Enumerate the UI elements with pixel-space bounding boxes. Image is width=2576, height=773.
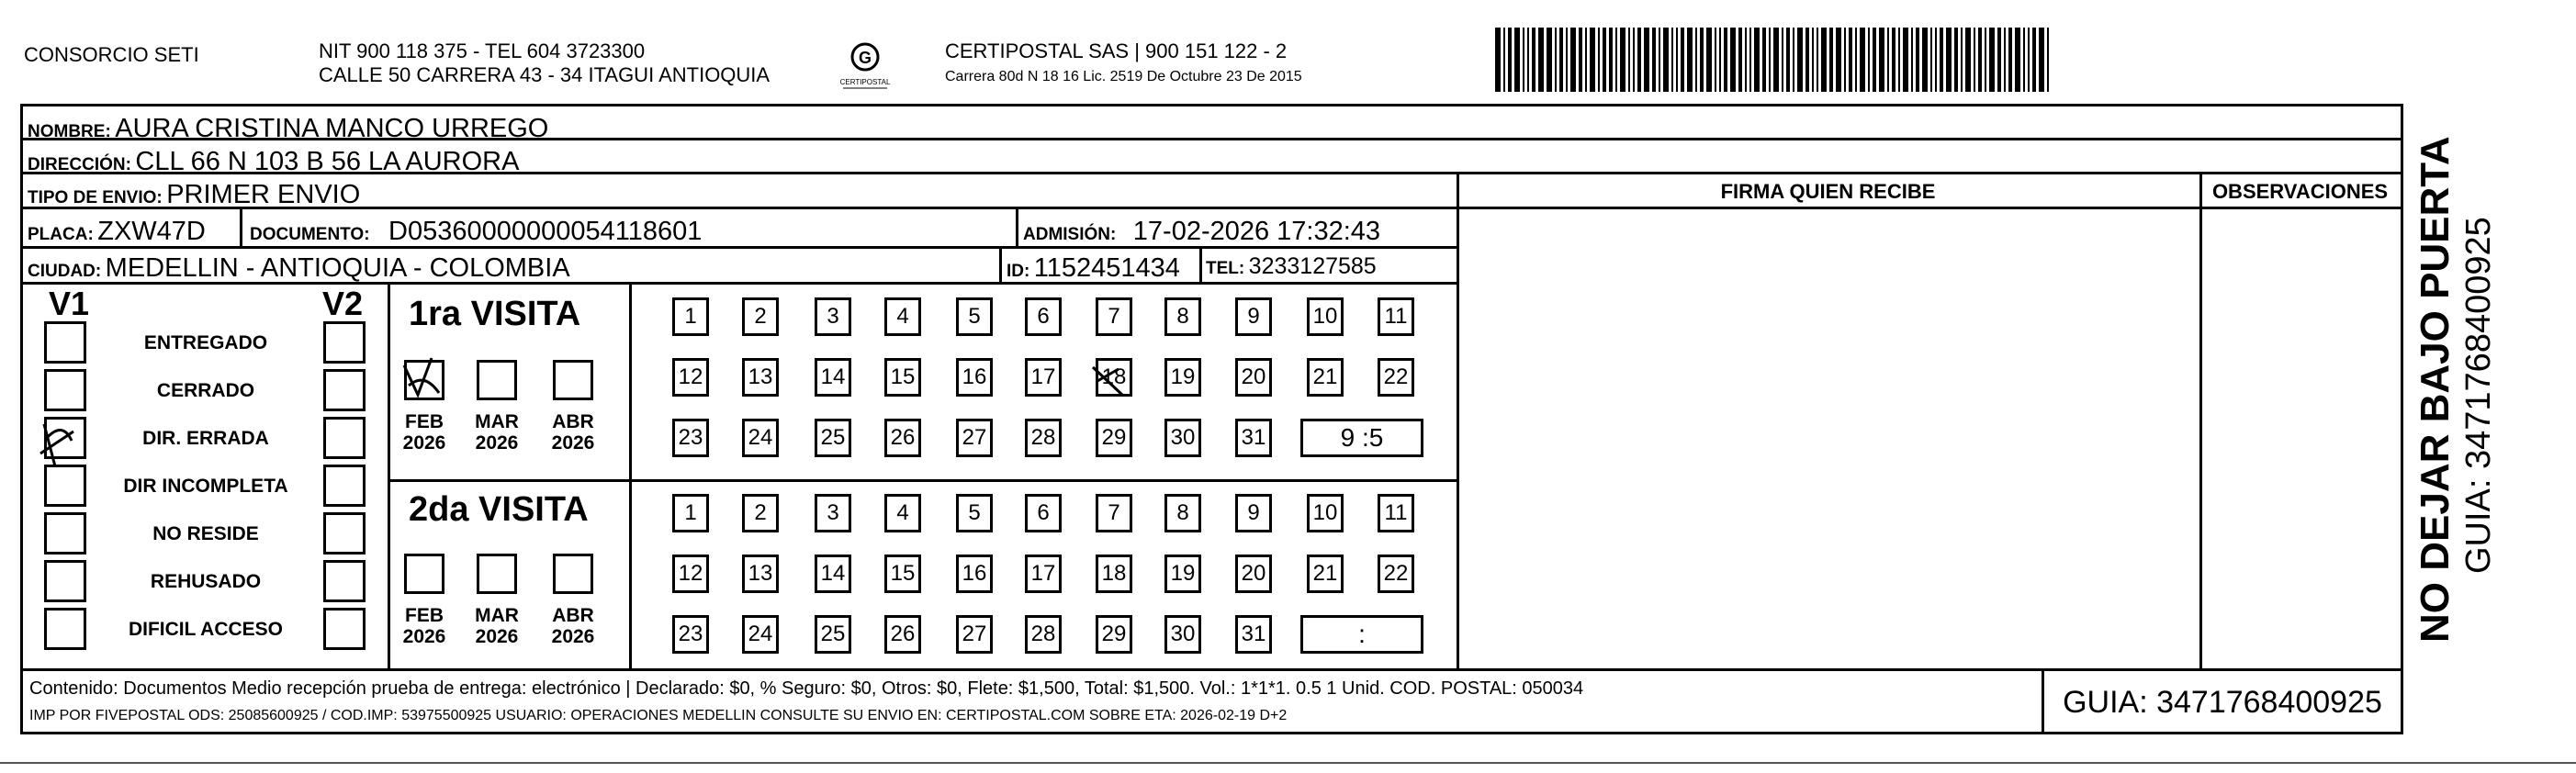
day-box[interactable]: 10 xyxy=(1307,297,1344,336)
side-warning: NO DEJAR BAJO PUERTA xyxy=(2413,136,2458,643)
month-name: ABR xyxy=(552,605,594,626)
day-box[interactable]: 31 xyxy=(1235,419,1272,457)
day-box[interactable]: 6 xyxy=(1025,297,1062,336)
day-box[interactable]: 22 xyxy=(1378,358,1414,397)
month-name: MAR xyxy=(475,411,519,432)
side-guia: GUIA: 3471768400925 xyxy=(2459,217,2498,574)
day-box[interactable]: 17 xyxy=(1025,555,1062,593)
tipo-envio-label: TIPO DE ENVIO: xyxy=(28,188,163,207)
day-box[interactable]: 21 xyxy=(1307,358,1344,397)
tel-label: TEL: xyxy=(1206,259,1245,278)
day-box[interactable]: 28 xyxy=(1025,419,1062,457)
status-label: REHUSADO xyxy=(150,571,262,592)
tel-value: 3233127585 xyxy=(1248,253,1377,279)
day-box[interactable]: 17 xyxy=(1025,358,1062,397)
status-label: CERRADO xyxy=(156,380,255,401)
day-box[interactable]: 13 xyxy=(742,555,779,593)
placa-value: ZXW47D xyxy=(97,217,206,246)
day-box[interactable]: 2 xyxy=(742,494,779,532)
day-box[interactable]: 24 xyxy=(742,419,779,457)
day-box[interactable]: 29 xyxy=(1096,419,1132,457)
nombre-value: AURA CRISTINA MANCO URREGO xyxy=(115,114,549,143)
day-box[interactable]: 4 xyxy=(884,297,921,336)
day-box[interactable]: 4 xyxy=(884,494,921,532)
day-box[interactable]: 26 xyxy=(884,615,921,654)
admision-value: 17-02-2026 17:32:43 xyxy=(1132,217,1381,246)
contenido-line: Contenido: Documentos Medio recepción prueba de entrega: electrónico | Declarado: $0, % Seguro: $0, Otros: $0, Flete: $1,500, Total: $1,500. Vol.: 1*1*1. 0.5 1 Unid. COD. POSTAL: 050034 xyxy=(29,678,1584,699)
status-label: NO RESIDE xyxy=(152,523,259,544)
day-box[interactable]: 21 xyxy=(1307,555,1344,593)
day-box[interactable]: 19 xyxy=(1164,358,1201,397)
company-name: CONSORCIO SETI xyxy=(24,43,199,66)
day-box[interactable]: 18 xyxy=(1096,555,1132,593)
month-year: 2026 xyxy=(402,626,446,648)
status-label: ENTREGADO xyxy=(143,332,268,353)
svg-text:G: G xyxy=(858,49,872,67)
day-box[interactable]: 10 xyxy=(1307,494,1344,532)
day-box[interactable]: 11 xyxy=(1378,297,1414,336)
month-year: 2026 xyxy=(475,626,519,648)
day-box[interactable]: 24 xyxy=(742,615,779,654)
time-box[interactable]: : xyxy=(1300,615,1423,654)
day-box[interactable]: 2 xyxy=(742,297,779,336)
day-box[interactable]: 11 xyxy=(1378,494,1414,532)
day-box[interactable]: 14 xyxy=(815,555,851,593)
ciudad-label: CIUDAD: xyxy=(28,262,102,281)
day-box[interactable]: 12 xyxy=(672,555,709,593)
id-value: 1152451434 xyxy=(1033,253,1180,283)
day-box[interactable]: 12 xyxy=(672,358,709,397)
day-box[interactable]: 30 xyxy=(1164,615,1201,654)
day-box[interactable]: 27 xyxy=(956,419,993,457)
day-box[interactable]: 23 xyxy=(672,615,709,654)
first-visit-title: 1ra VISITA xyxy=(409,295,581,333)
month-name: MAR xyxy=(475,605,519,626)
day-box[interactable]: 23 xyxy=(672,419,709,457)
day-box[interactable]: 7 xyxy=(1096,297,1132,336)
status-label: DIR. ERRADA xyxy=(142,428,269,449)
day-box[interactable]: 19 xyxy=(1164,555,1201,593)
day-box[interactable]: 8 xyxy=(1164,297,1201,336)
day-box[interactable]: 31 xyxy=(1235,615,1272,654)
month-year: 2026 xyxy=(475,432,519,454)
day-box[interactable]: 20 xyxy=(1235,358,1272,397)
day-box[interactable]: 8 xyxy=(1164,494,1201,532)
day-box[interactable]: 22 xyxy=(1378,555,1414,593)
day-box[interactable]: 28 xyxy=(1025,615,1062,654)
direccion-value: CLL 66 N 103 B 56 LA AURORA xyxy=(135,147,520,176)
day-box[interactable]: 3 xyxy=(815,297,851,336)
direccion-label: DIRECCIÓN: xyxy=(28,155,131,174)
day-box[interactable]: 9 xyxy=(1235,297,1272,336)
status-label: DIR INCOMPLETA xyxy=(123,476,288,497)
day-box[interactable]: 25 xyxy=(815,615,851,654)
documento-value: D05360000000054118601 xyxy=(388,217,703,246)
month-name: FEB xyxy=(405,605,444,626)
id-label: ID: xyxy=(1007,262,1030,281)
logo-text: CERTIPOSTAL xyxy=(839,78,891,86)
day-box[interactable]: 6 xyxy=(1025,494,1062,532)
month-name: ABR xyxy=(552,411,594,432)
license-line: Carrera 80d N 18 16 Lic. 2519 De Octubre 23 De 2015 xyxy=(945,69,1302,84)
courier-line: CERTIPOSTAL SAS | 900 151 122 - 2 xyxy=(945,39,1288,62)
day-box[interactable]: 20 xyxy=(1235,555,1272,593)
day-box[interactable]: 14 xyxy=(815,358,851,397)
status-label: DIFICIL ACCESO xyxy=(128,619,283,640)
v2-label: V2 xyxy=(322,285,364,322)
documento-label: DOCUMENTO: xyxy=(250,225,370,244)
day-box[interactable]: 7 xyxy=(1096,494,1132,532)
day-box[interactable]: 18 xyxy=(1096,358,1132,397)
day-box[interactable]: 5 xyxy=(956,494,993,532)
time-box[interactable]: 9 :5 xyxy=(1300,419,1423,457)
day-box[interactable]: 27 xyxy=(956,615,993,654)
day-box[interactable]: 30 xyxy=(1164,419,1201,457)
ciudad-value: MEDELLIN - ANTIOQUIA - COLOMBIA xyxy=(105,253,570,283)
second-visit-title: 2da VISITA xyxy=(409,490,589,529)
day-box[interactable]: 16 xyxy=(956,358,993,397)
firma-header: FIRMA QUIEN RECIBE xyxy=(1720,180,1936,203)
day-box[interactable]: 3 xyxy=(815,494,851,532)
day-box[interactable]: 25 xyxy=(815,419,851,457)
day-box[interactable]: 15 xyxy=(884,555,921,593)
admision-label: ADMISIÓN: xyxy=(1023,225,1117,244)
day-box[interactable]: 15 xyxy=(884,358,921,397)
nombre-label: NOMBRE: xyxy=(28,122,111,141)
placa-label: PLACA: xyxy=(28,225,94,244)
day-box[interactable]: 26 xyxy=(884,419,921,457)
imp-line: IMP POR FIVEPOSTAL ODS: 25085600925 / COD.IMP: 53975500925 USUARIO: OPERACIONES MEDELLIN CONSULTE SU ENVIO EN: CERTIPOSTAL.COM SOBRE ETA: 2026-02-19 D+2 xyxy=(29,708,1288,723)
day-box[interactable]: 1 xyxy=(672,494,709,532)
tipo-envio-value: PRIMER ENVIO xyxy=(166,180,361,209)
day-box[interactable]: 9 xyxy=(1235,494,1272,532)
month-year: 2026 xyxy=(402,432,446,454)
day-box[interactable]: 29 xyxy=(1096,615,1132,654)
month-year: 2026 xyxy=(551,626,595,648)
observaciones-header: OBSERVACIONES xyxy=(2211,180,2389,203)
day-box[interactable]: 1 xyxy=(672,297,709,336)
month-name: FEB xyxy=(405,411,444,432)
day-box[interactable]: 5 xyxy=(956,297,993,336)
day-box[interactable]: 16 xyxy=(956,555,993,593)
address-line: CALLE 50 CARRERA 43 - 34 ITAGUI ANTIOQUIA xyxy=(319,63,771,86)
v1-label: V1 xyxy=(49,285,90,322)
footer-guia: GUIA: 3471768400925 xyxy=(2063,685,2382,720)
day-box[interactable]: 13 xyxy=(742,358,779,397)
month-year: 2026 xyxy=(551,432,595,454)
nit-line: NIT 900 118 375 - TEL 604 3723300 xyxy=(319,39,646,62)
